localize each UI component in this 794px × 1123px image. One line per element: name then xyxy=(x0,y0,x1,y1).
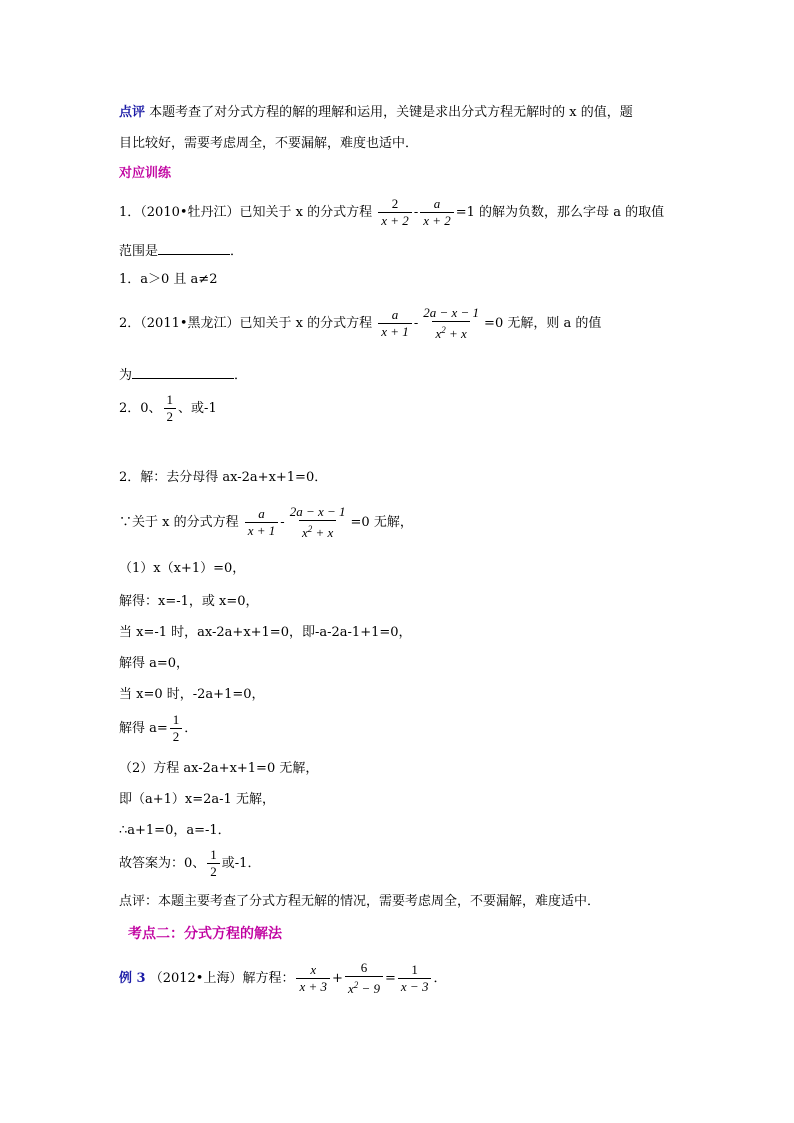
solution-l2 xyxy=(119,504,413,541)
solution-l10: 即（a+1）x=2a-1 无解， xyxy=(119,792,275,807)
solution-fraction-1 xyxy=(245,506,279,539)
q2-answer-fraction xyxy=(164,392,177,425)
q2-line-2 xyxy=(119,364,247,385)
ex3-f3-num: 1 xyxy=(411,962,418,977)
q2-answer-num: 1 xyxy=(166,392,174,407)
comment-text: 本题考查了对分式方程的解的理解和运用，关键是求出分式方程无解时的 x 的值，题 xyxy=(149,105,633,120)
solution-l9: （2）方程 ax-2a+x+1=0 无解， xyxy=(119,761,319,776)
ex3-f3-den: x − 3 xyxy=(398,978,432,995)
q1-answer-blank xyxy=(158,240,230,255)
solution-l8-prefix: 解得 a= xyxy=(119,721,168,736)
ex3-f2-den-sup: 2 xyxy=(353,980,359,990)
q2-suffix: =0 无解，则 a 的值 xyxy=(484,316,602,331)
q2-f1-den: x + 1 xyxy=(378,323,412,340)
solution-l12-fraction xyxy=(207,847,220,880)
q2-fraction-2 xyxy=(420,305,482,342)
solution-l2-suffix: =0 无解， xyxy=(350,515,413,530)
example3-fraction-2 xyxy=(345,960,383,997)
solution-f2-num: 2a − x − 1 xyxy=(289,504,346,519)
q2-line-1 xyxy=(119,305,601,342)
solution-l12-num: 1 xyxy=(210,847,217,862)
section-practice-heading: 对应训练 xyxy=(119,166,172,181)
q2-answer xyxy=(119,392,217,425)
section2-heading: 考点二：分式方程的解法 xyxy=(128,926,282,942)
q2-f2-den-b: + x xyxy=(445,326,467,341)
q1-minus: - xyxy=(413,205,419,220)
q1-line-2 xyxy=(119,240,243,261)
solution-fraction-2 xyxy=(287,504,349,541)
solution-l12-suffix: 或-1． xyxy=(221,856,261,871)
example3-fraction-3 xyxy=(398,962,432,995)
example3-text: （2012•上海）解方程： xyxy=(149,971,295,986)
q2-minus: - xyxy=(413,316,419,331)
solution-l2-prefix: ∵关于 x 的分式方程 xyxy=(119,515,239,530)
solution-l1: 2．解：去分母得 ax-2a+x+1=0． xyxy=(119,470,328,485)
solution-l13: 点评：本题主要考查了分式方程无解的情况，需要考虑周全，不要漏解，难度适中． xyxy=(119,894,601,909)
solution-l11: ∴a+1=0，a=-1． xyxy=(119,823,231,838)
q2-for-label: 为 xyxy=(119,368,133,383)
q2-f2-den-sup: 2 xyxy=(441,325,446,335)
q2-answer-blank xyxy=(132,364,234,379)
comment-line-2: 目比较好，需要考虑周全，不要漏解，难度也适中． xyxy=(119,136,419,151)
solution-f1-den: x + 1 xyxy=(245,522,279,539)
solution-l12 xyxy=(119,847,260,880)
solution-l8-suffix: ． xyxy=(184,721,198,736)
example3-label: 例 3 xyxy=(119,971,146,986)
q2-fraction-1 xyxy=(378,307,412,340)
q1-f2-den: x + 2 xyxy=(420,212,454,229)
ex3-f1-num: x xyxy=(310,962,317,977)
q1-f2-num: a xyxy=(433,196,441,211)
q2-end: ． xyxy=(234,368,248,383)
q2-prefix: 2．（2011•黑龙江）已知关于 x 的分式方程 xyxy=(119,316,373,331)
solution-l3: （1）x（x+1）=0， xyxy=(119,561,246,576)
solution-f2-den-a: x xyxy=(301,525,308,540)
ex3-f1-den: x + 3 xyxy=(296,978,330,995)
q1-fraction-1 xyxy=(378,196,412,229)
q2-f1-num: a xyxy=(391,307,399,322)
solution-minus: - xyxy=(280,515,285,530)
q1-f1-num: 2 xyxy=(391,196,399,211)
solution-l5: 当 x=-1 时，ax-2a+x+1=0，即-a-2a-1+1=0， xyxy=(119,625,412,640)
q1-range-label: 范围是 xyxy=(119,244,159,259)
solution-l8-num: 1 xyxy=(172,712,180,727)
q2-f2-den xyxy=(432,321,469,342)
solution-l12-den: 2 xyxy=(207,863,220,880)
q1-f1-den: x + 2 xyxy=(378,212,412,229)
solution-l8 xyxy=(119,712,197,745)
q1-answer: 1．a＞0 且 a≠2 xyxy=(119,272,218,287)
solution-f1-num: a xyxy=(258,506,265,521)
solution-l8-den: 2 xyxy=(170,728,183,745)
solution-f2-den xyxy=(299,520,336,541)
ex3-plus: + xyxy=(332,971,343,986)
solution-l7: 当 x=0 时，-2a+1=0， xyxy=(119,687,265,702)
ex3-equals: = xyxy=(385,971,396,986)
q2-f2-den-a: x xyxy=(435,326,442,341)
q2-answer-den: 2 xyxy=(164,408,177,425)
solution-l4: 解得：x=-1，或 x=0， xyxy=(119,594,259,609)
solution-l8-fraction xyxy=(170,712,183,745)
q2-answer-prefix: 2．0、 xyxy=(119,401,162,416)
ex3-f2-den-b: − 9 xyxy=(358,981,380,996)
solution-f2-den-b: + x xyxy=(312,525,334,540)
solution-l6: 解得 a=0， xyxy=(119,656,190,671)
ex3-f2-den-a: x xyxy=(347,981,354,996)
comment-line-1 xyxy=(119,104,633,122)
solution-f2-den-sup: 2 xyxy=(307,524,313,534)
q1-prefix: 1．（2010•牡丹江）已知关于 x 的分式方程 xyxy=(119,205,373,220)
solution-l12-prefix: 故答案为：0、 xyxy=(119,856,206,871)
q1-suffix: =1 的解为负数，那么字母 a 的取值 xyxy=(455,205,665,220)
q1-line-1 xyxy=(119,196,664,229)
example3 xyxy=(119,960,446,997)
q1-fraction-2 xyxy=(420,196,454,229)
ex3-end: ． xyxy=(433,971,447,986)
q1-end: ． xyxy=(230,244,244,259)
q2-f2-num: 2a − x − 1 xyxy=(423,305,480,320)
ex3-f2-den xyxy=(345,976,383,997)
example3-fraction-1 xyxy=(296,962,330,995)
comment-label: 点评 xyxy=(119,105,146,120)
ex3-f2-num: 6 xyxy=(360,960,368,975)
q2-answer-suffix: 、或-1 xyxy=(178,401,217,416)
